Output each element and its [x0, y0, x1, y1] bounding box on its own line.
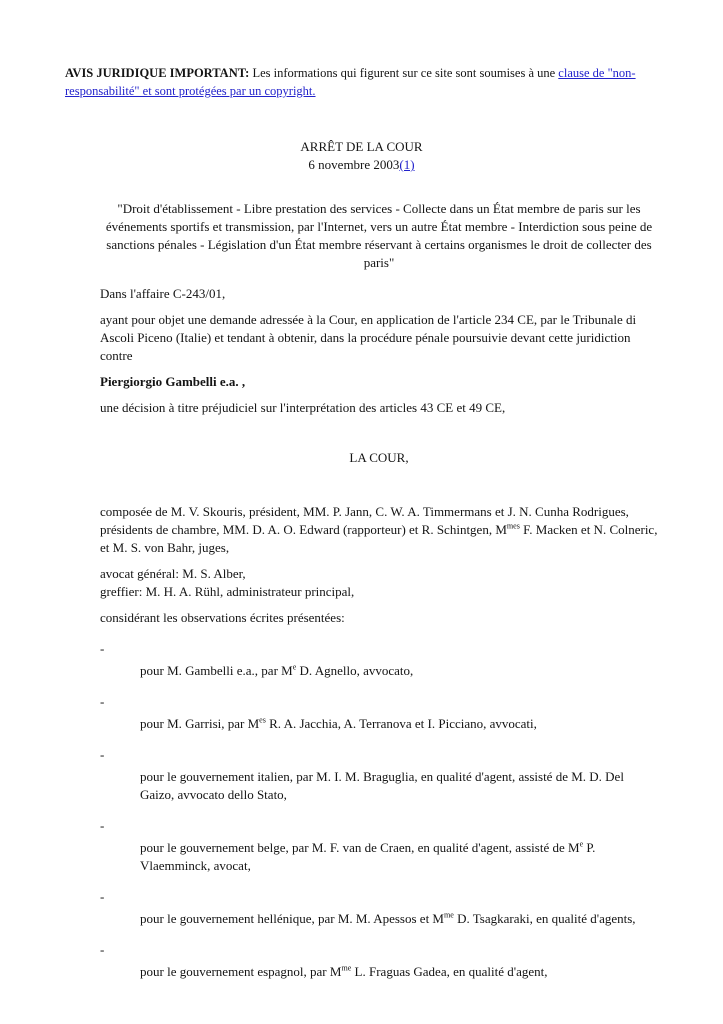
text-segment: L. Fraguas Gadea, en qualité d'agent, — [351, 964, 548, 979]
text-segment: R. A. Jacchia, A. Terranova et I. Picciano, avvocati, — [265, 716, 537, 731]
registrar-line: greffier: M. H. A. Rühl, administrateur principal, — [100, 584, 355, 599]
text-segment: pour le gouvernement italien, par M. I. M. Braguglia, en qualité d'agent, assisté de M. D. Del Gaizo, avvocato dello Stato, — [140, 769, 624, 802]
superscript-text: e — [292, 662, 297, 672]
document-title: ARRÊT DE LA COUR — [300, 139, 423, 154]
text-segment: pour le gouvernement hellénique, par M. M. Apessos et M — [140, 911, 444, 926]
observation-text — [140, 662, 658, 680]
document-date: 6 novembre 2003 — [308, 157, 400, 172]
observation-item — [100, 693, 658, 733]
case-subject: "Droit d'établissement - Libre prestation des services - Collecte dans un État membre de paris sur les événements sportifs et transmission, par l'Internet, vers un autre État membre - Interdiction sous peine de sanctions pénales - Législation d'un État membre réservant à certains organismes le droit de collecter des paris" — [105, 201, 653, 270]
observation-text — [140, 963, 658, 981]
superscript-text: mes — [506, 521, 520, 531]
ruling-paragraph: une décision à titre préjudiciel sur l'interprétation des articles 43 CE et 49 CE, — [100, 400, 506, 415]
superscript-text: me — [341, 963, 352, 973]
disclaimer-link[interactable]: clause de "non-responsabilité" et sont protégées par un copyright. — [65, 66, 636, 98]
observations-heading: considérant les observations écrites présentées: — [100, 610, 345, 625]
text-segment: D. Agnello, avvocato, — [296, 663, 414, 678]
case-reference: Dans l'affaire C-243/01, — [100, 286, 226, 301]
court-heading: LA COUR, — [349, 450, 409, 465]
list-dash-marker: - — [100, 818, 105, 833]
text-segment: D. Tsagkaraki, en qualité d'agents, — [453, 911, 636, 926]
defendant-name: Piergiorgio Gambelli e.a. , — [100, 374, 246, 389]
officials-paragraph — [100, 565, 658, 601]
observation-text — [140, 910, 658, 928]
legal-notice-text: Les informations qui figurent sur ce site sont soumises à une — [249, 66, 559, 80]
list-dash-marker: - — [100, 747, 105, 762]
list-dash-marker: - — [100, 889, 105, 904]
superscript-text: es — [259, 715, 266, 725]
text-segment: F. Macken et N. Colneric, et M. S. von Bahr, juges, — [100, 522, 658, 555]
advocate-general-line: avocat général: M. S. Alber, — [100, 566, 246, 581]
observation-item — [100, 888, 658, 928]
superscript-text: me — [444, 910, 454, 920]
observation-item — [100, 941, 658, 981]
list-dash-marker: - — [100, 641, 105, 656]
request-paragraph: ayant pour objet une demande adressée à la Cour, en application de l'article 234 CE, par le Tribunale di Ascoli Piceno (Italie) et tendant à obtenir, dans la procédure pénale poursuivie devant cette juridiction contre — [100, 312, 637, 363]
observation-text — [140, 715, 658, 733]
composition-paragraph — [100, 503, 658, 557]
text-segment: pour le gouvernement espagnol, par M — [140, 964, 342, 979]
superscript-text: e — [579, 839, 584, 849]
text-segment: composée de M. V. Skouris, président, MM. P. Jann, C. W. A. Timmermans et J. N. Cunha Rodrigues, présidents de chambre, MM. D. A. O. Edward (rapporteur) et R. Schintgen, M — [100, 504, 629, 537]
legal-notice — [65, 64, 658, 100]
document-body — [100, 285, 658, 981]
text-segment: pour M. Garrisi, par M — [140, 716, 260, 731]
text-segment: pour M. Gambelli e.a., par M — [140, 663, 293, 678]
observations-list — [100, 640, 658, 981]
legal-notice-label: AVIS JURIDIQUE IMPORTANT: — [65, 66, 250, 80]
list-dash-marker: - — [100, 942, 105, 957]
text-segment: pour le gouvernement belge, par M. F. van de Craen, en qualité d'agent, assisté de M — [140, 840, 580, 855]
observation-text — [140, 839, 658, 875]
document-date-line — [65, 156, 658, 174]
title-block — [65, 138, 658, 174]
observation-text — [140, 768, 658, 804]
list-dash-marker: - — [100, 694, 105, 709]
observation-item — [100, 817, 658, 875]
text-segment: P. Vlaemminck, avocat, — [140, 840, 596, 873]
footnote-link[interactable]: (1) — [399, 157, 415, 172]
observation-item — [100, 640, 658, 680]
observation-item — [100, 746, 658, 804]
